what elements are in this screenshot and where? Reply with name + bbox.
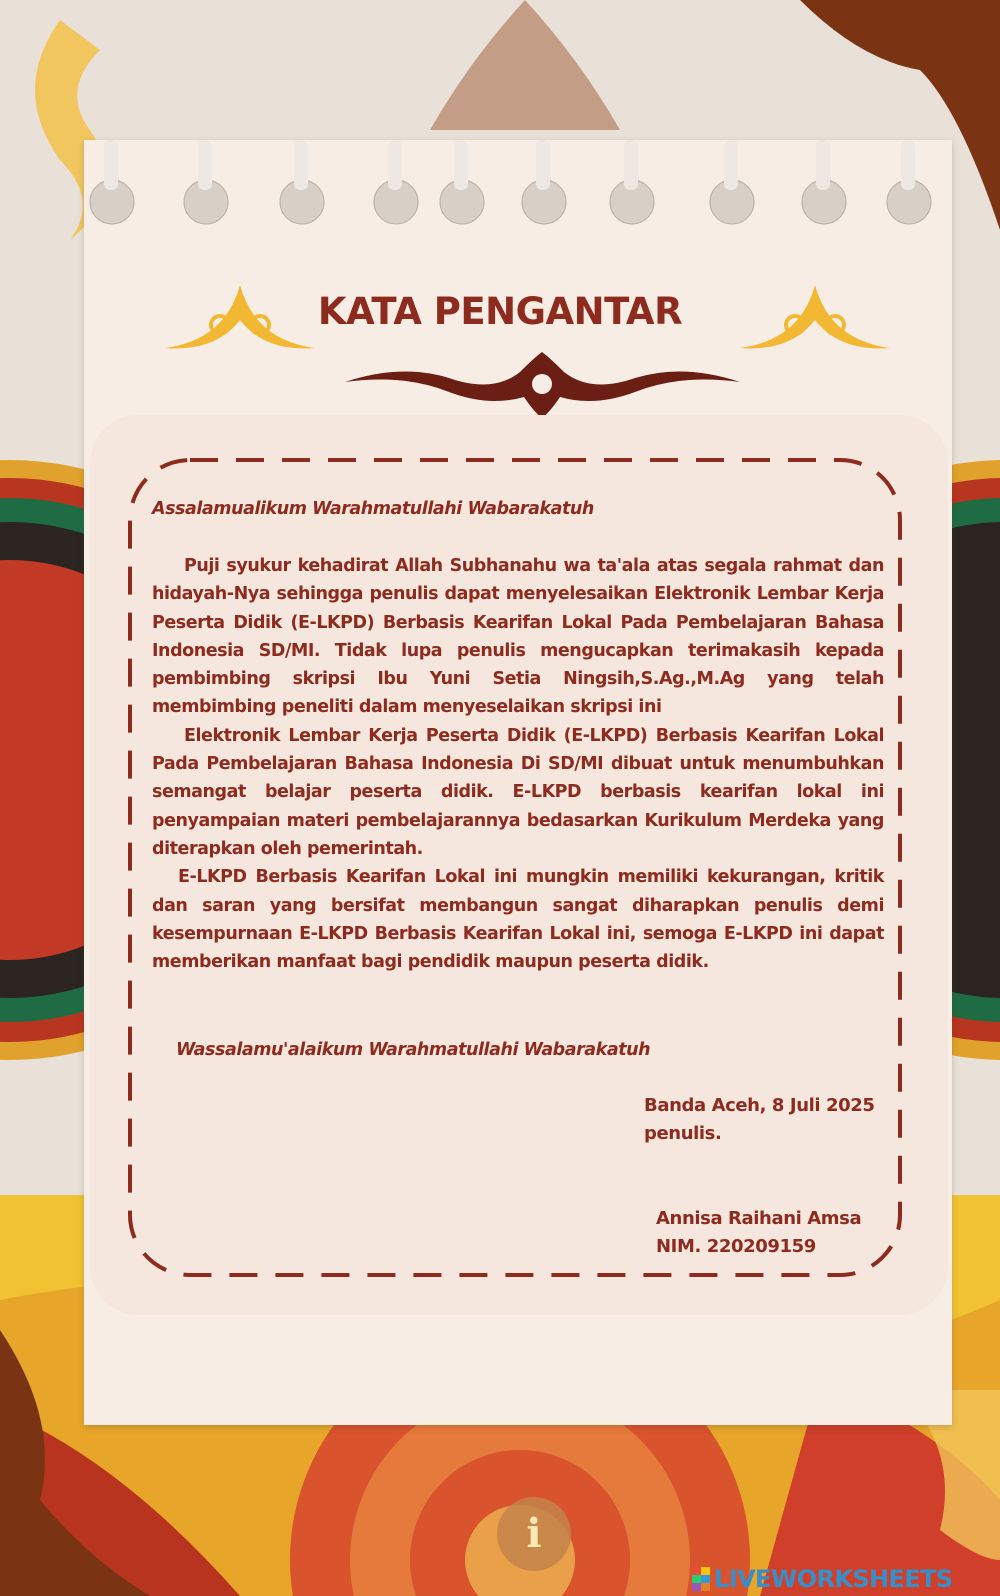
paragraph-1: Puji syukur kehadirat Allah Subhanahu wa ta'ala atas segala rahmat dan hidayah-Nya sehingga penulis dapat menyelesaikan Elektronik Lembar Kerja Peserta Didik (E-LKPD) Berbasis Kearifan Lokal Pada Pembelajaran Bahasa Indonesia SD/MI. Tidak lupa penulis mengucapkan terimakasih kepada pembimbing skripsi Ibu Yuni Setia Ningsih,S.Ag.,M.Ag yang telah membimbing peneliti dalam menyeselaikan skripsi ini — [152, 556, 884, 718]
info-icon: i — [526, 1510, 542, 1557]
divider-ornament-icon — [345, 352, 740, 418]
page-title: KATA PENGANTAR — [317, 290, 683, 333]
liveworksheets-brand[interactable] — [692, 1566, 953, 1592]
author-name: Annisa Raihani Amsa — [656, 1208, 862, 1229]
brand-name: LIVEWORKSHEETS — [714, 1565, 953, 1593]
place-date: Banda Aceh, 8 Juli 2025 — [644, 1095, 875, 1116]
author-nim: NIM. 220209159 — [656, 1236, 816, 1257]
greeting: Assalamualikum Warahmatullahi Wabarakatuh — [152, 499, 594, 519]
signature-place-date — [644, 1092, 875, 1148]
paragraph-2: Elektronik Lembar Kerja Peserta Didik (E-LKPD) Berbasis Kearifan Lokal Pada Pembelajaran Bahasa Indonesia Di SD/MI dibuat untuk menumbuhkan semangat belajar peserta didik. E-LKPD berbasis kearifan lokal ini penyampaian materi pembelajarannya bedasarkan Kurikulum Merdeka yang diterapkan oleh pemerintah. — [152, 725, 884, 859]
info-button[interactable] — [497, 1497, 571, 1571]
signature-author — [656, 1205, 861, 1261]
closing-salutation: Wassalamu'alaikum Warahmatullahi Wabarakatuh — [176, 1040, 651, 1060]
liveworksheets-logo-icon — [692, 1567, 710, 1591]
binder-rings — [84, 140, 952, 240]
author-role: penulis. — [644, 1123, 722, 1144]
paragraph-3: E-LKPD Berbasis Kearifan Lokal ini mungkin memiliki kekurangan, kritik dan saran yang bersifat membangun sangat diharapkan penulis demi kesempurnaan E-LKPD Berbasis Kearifan Lokal ini, semoga E-LKPD ini dapat memberikan manfaat bagi pendidik maupun peserta didik. — [152, 867, 884, 973]
body-text — [152, 552, 884, 976]
